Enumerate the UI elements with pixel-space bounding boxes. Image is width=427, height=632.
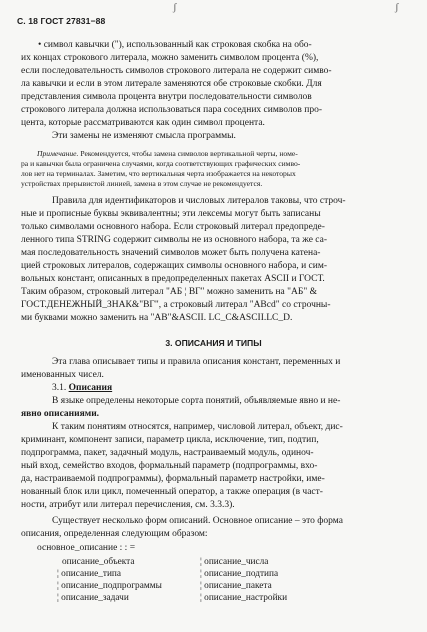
text-line-bold: явно описаниями. [21, 409, 100, 419]
replacements-note: Эти замены не изменяют смысла программы. [52, 131, 236, 141]
grammar-left-column [57, 556, 162, 604]
text-line: представления символа процента внутри последовательности символов [21, 92, 312, 102]
note-line: ра и кавычки была ограничена случаями, когда соответствующих графических симво- [21, 159, 301, 168]
text-line: криминант, компонент записи, параметр цикла, исключение, тип, подтип, [21, 435, 319, 445]
subsection-number: 3.1. [52, 383, 67, 393]
grammar-alternative: ¦ описание_пакета [200, 581, 272, 591]
text-line: ные и прописные буквы эквивалентны; эти лексемы могут быть записаны [21, 209, 321, 219]
text-line: Эта глава описывает типы и правила описания констант, переменных и [52, 357, 341, 367]
text-line: Правила для идентификаторов и числовых литералов таковы, что строч- [52, 196, 346, 206]
grammar-rule: основное_описание : : = [37, 543, 136, 553]
text-line: ный вход, семейство входов, формальный параметр (подпрограммы, вхо- [21, 461, 318, 471]
text-line: нованный блок или цикл, помеченный оператор, а также операция (в част- [21, 487, 323, 497]
note-first-line [37, 149, 298, 158]
text-line: подпрограмма, пакет, задачный модуль, настраиваемый модуль, одиноч- [21, 448, 314, 458]
subsection-heading [52, 383, 112, 394]
page-header: С. 18 ГОСТ 27831−88 [17, 16, 106, 26]
text-line: описания, определенная следующим образом: [21, 529, 208, 539]
text-line: ми буквами можно заменить на "АВ"&ASCII. LC_C&ASCII.LC_D. [21, 313, 293, 323]
text-line: цией строковых литералов, содержащих символы основного набора, и сим- [21, 261, 328, 271]
text-line: ленного типа STRING содержит символы не из основного набора, та же са- [21, 235, 328, 245]
note-line: устройствах прерывистой линией, замена в этом случае не рекомендуется. [21, 179, 263, 188]
section-heading: 3. ОПИСАНИЯ И ТИПЫ [165, 338, 262, 348]
corner-mark: ʃ [173, 1, 177, 13]
text-line: К таким понятиям относятся, например, числовой литерал, объект, дис- [52, 422, 343, 432]
text-line: Таким образом, строковый литерал "АБ ¦ ВГ" можно заменить на "АБ" & [21, 287, 317, 297]
text-line: В языке определены некоторые сорта понятий, объявляемые явно и не- [52, 396, 341, 406]
grammar-alternative: ¦ описание_подтипа [200, 569, 279, 579]
corner-mark: ʃ [395, 1, 399, 13]
grammar-right-column [200, 556, 287, 604]
text-line: да, настраиваемой подпрограммы), формальный параметр настройки, име- [21, 474, 325, 484]
grammar-alternative: ¦ описание_типа [57, 569, 122, 579]
note-text: Рекомендуется, чтобы замена символов вертикальной черты, номе- [80, 149, 298, 158]
grammar-alternative: ¦ описание_настройки [200, 593, 288, 603]
text-line: Существует несколько форм описаний. Основное описание – это форма [52, 516, 343, 526]
text-line: их концах строкового литерала, можно заменить символом процента (%), [21, 53, 319, 63]
text-line: ла кавычки и если в этом литерале заменяются обе строковые скобки. Для [21, 79, 322, 89]
grammar-alternative: ¦ описание_задачи [57, 593, 129, 603]
text-line: вольных констант, описанных в предопределенных пакетах ASCII и ГОСТ. [21, 274, 325, 284]
text-line: строкового литерала должна использоваться пара соседних символов про- [21, 105, 322, 115]
text-line: ности, атрибут или литерал перечисления, см. 3.3.3). [21, 500, 235, 510]
text-line: цента, которые рассматриваются как один символ процента. [21, 118, 265, 128]
text-line: ГОСТ.ДЕНЕЖНЫЙ_ЗНАК&"ВГ", а строковый литерал "ABcd" со строчны- [21, 300, 331, 310]
text-line: только символами основного набора. Если строковый литерал предопреде- [21, 222, 325, 232]
text-line: мая последовательность значений символов может быть получена катена- [21, 248, 321, 258]
text-line: если последовательность символов строкового литерала не содержит симво- [21, 66, 332, 76]
text-line: • символ кавычки ("), использованный как строковая скобка на обо- [38, 40, 312, 50]
grammar-alternative: описание_объекта [62, 557, 135, 567]
subsection-title: Описания [68, 383, 113, 393]
grammar-alternative: ¦ описание_числа [200, 557, 269, 567]
grammar-alternative: ¦ описание_подпрограммы [57, 581, 162, 591]
text-line: именованных чисел. [21, 370, 104, 380]
note-line: лов нет на терминалах. Заметим, что вертикальная черта изображается на некоторых [21, 169, 296, 178]
note-label: Примечание. [37, 149, 79, 158]
